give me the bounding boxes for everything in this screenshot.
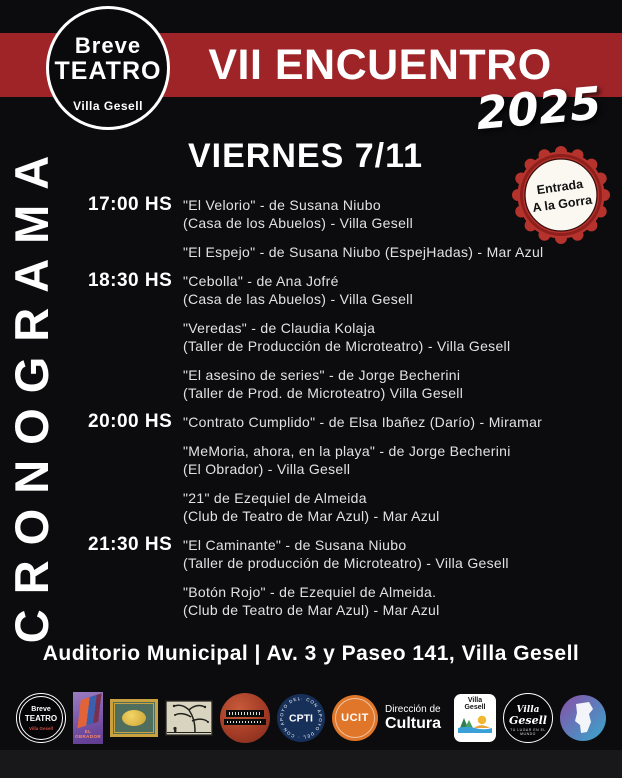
sponsor-villa-gesell-municipality-logo: [454, 694, 496, 742]
schedule-list: [88, 196, 598, 630]
sponsor-el-obrador-logo: [73, 692, 103, 744]
schedule-line: "21" de Ezequiel de Almeida: [183, 490, 367, 506]
schedule-time: [88, 583, 183, 619]
schedule-line: "MeMoria, ahora, en la playa" - de Jorge Becherini: [183, 443, 511, 459]
schedule-entry: [88, 366, 598, 402]
schedule-line: "El Caminante" - de Susana Niubo: [183, 537, 407, 553]
schedule-entry: [88, 489, 598, 525]
bottom-strip: [0, 750, 622, 778]
logo-city: Villa Gesell: [73, 99, 143, 113]
day-heading: VIERNES 7/11: [188, 137, 424, 175]
schedule-line: "Contrato Cumplido" - de Elsa Ibañez (Darío) - Miramar: [183, 414, 543, 430]
landscape-icon: [458, 713, 492, 733]
schedule-entry: [88, 442, 598, 478]
tree-icon: [165, 700, 213, 736]
province-map-icon: [560, 695, 606, 741]
badge-line2: A la Gorra: [531, 192, 593, 216]
schedule-line: "Veredas" - de Claudia Kolaja: [183, 320, 376, 336]
schedule-line: "El asesino de series" - de Jorge Becherini: [183, 367, 461, 383]
vg-square-line1: Villa: [467, 697, 483, 704]
breve-teatro-logo: [46, 6, 170, 130]
sponsor-breve-city: Villa Gesell: [29, 726, 53, 731]
schedule-line: "Botón Rojo" - de Ezequiel de Almeida.: [183, 584, 437, 600]
cpti-ring-text: · CON APOYO DEL · CON APOYO DEL: [278, 695, 324, 741]
vg-circle-subtext: TU LUGAR EN EL MUNDO: [510, 728, 546, 736]
sponsor-direccion-cultura-logo: [385, 704, 447, 732]
event-year: 2025: [473, 76, 604, 141]
red-badge-text-strip: [224, 719, 266, 725]
sponsor-red-badge-logo: [220, 693, 270, 743]
sponsor-obrador-label: EL OBRADOR: [74, 729, 102, 739]
schedule-entry: [88, 319, 598, 355]
cronograma-vertical-title: CRONOGRAMA: [5, 140, 58, 644]
schedule-time: [88, 442, 183, 478]
schedule-line: (Casa de las Abuelos) - Villa Gesell: [183, 291, 413, 307]
vg-circle-line1: Villa: [516, 705, 540, 715]
cultura-line1: Dirección de: [385, 704, 441, 715]
schedule-line: (El Obrador) - Villa Gesell: [183, 461, 351, 477]
venue-address: Auditorio Municipal | Av. 3 y Paseo 141, Villa Gesell: [42, 642, 580, 665]
schedule-entry: [88, 413, 598, 431]
schedule-time: [88, 319, 183, 355]
logo-line2: TEATRO: [54, 57, 162, 85]
schedule-line: (Taller de producción de Microteatro) - Villa Gesell: [183, 555, 509, 571]
schedule-time: [88, 366, 183, 402]
schedule-line: (Taller de Prod. de Microteatro) Villa Gesell: [183, 385, 464, 401]
schedule-time: 17:00 HS: [88, 194, 173, 215]
schedule-time: [88, 489, 183, 525]
schedule-line: (Club de Teatro de Mar Azul) - Mar Azul: [183, 508, 440, 524]
schedule-time: 20:00 HS: [88, 411, 173, 432]
sponsor-breve-line2: TEATRO: [24, 714, 58, 723]
schedule-line: "El Espejo" - de Susana Niubo (EspejHadas) - Mar Azul: [183, 244, 544, 260]
vg-circle-line2: Gesell: [509, 714, 547, 727]
ucit-label: UCIT: [341, 712, 369, 724]
sponsor-gold-card-logo: [110, 699, 158, 737]
schedule-time: [88, 243, 183, 261]
cultura-line2: Cultura: [385, 715, 441, 732]
schedule-line: "El Velorio" - de Susana Niubo: [183, 197, 381, 213]
sponsor-villa-gesell-circle-logo: [503, 693, 553, 743]
sponsor-logos-row: [0, 690, 622, 746]
schedule-time: 21:30 HS: [88, 534, 173, 555]
sponsor-ucit-logo: [332, 695, 378, 741]
schedule-line: (Taller de Producción de Microteatro) - Villa Gesell: [183, 338, 511, 354]
schedule-entry: [88, 243, 598, 261]
schedule-line: "Cebolla" - de Ana Jofré: [183, 273, 339, 289]
schedule-entry: [88, 536, 598, 572]
cpti-icon: [277, 694, 325, 742]
schedule-time: 18:30 HS: [88, 270, 173, 291]
schedule-entry: [88, 583, 598, 619]
schedule-entry: [88, 272, 598, 308]
schedule-entry: [88, 196, 598, 232]
sponsor-tree-card-logo: [165, 700, 213, 736]
sponsor-breve-line1: Breve: [31, 706, 51, 713]
schedule-line: (Club de Teatro de Mar Azul) - Mar Azul: [183, 602, 440, 618]
red-badge-text-strip: [226, 710, 264, 717]
logo-line1: Breve: [74, 33, 142, 58]
vg-square-line2: Gesell: [464, 704, 486, 711]
cpti-label: CPTI: [289, 712, 313, 725]
badge-line1: Entrada: [535, 176, 584, 198]
sponsor-cpti-logo: [277, 694, 325, 742]
schedule-line: (Casa de los Abuelos) - Villa Gesell: [183, 215, 413, 231]
sponsor-map-circle-logo: [560, 695, 606, 741]
sponsor-breve-teatro-logo: [16, 693, 66, 743]
event-title: VII ENCUENTRO: [208, 41, 552, 89]
